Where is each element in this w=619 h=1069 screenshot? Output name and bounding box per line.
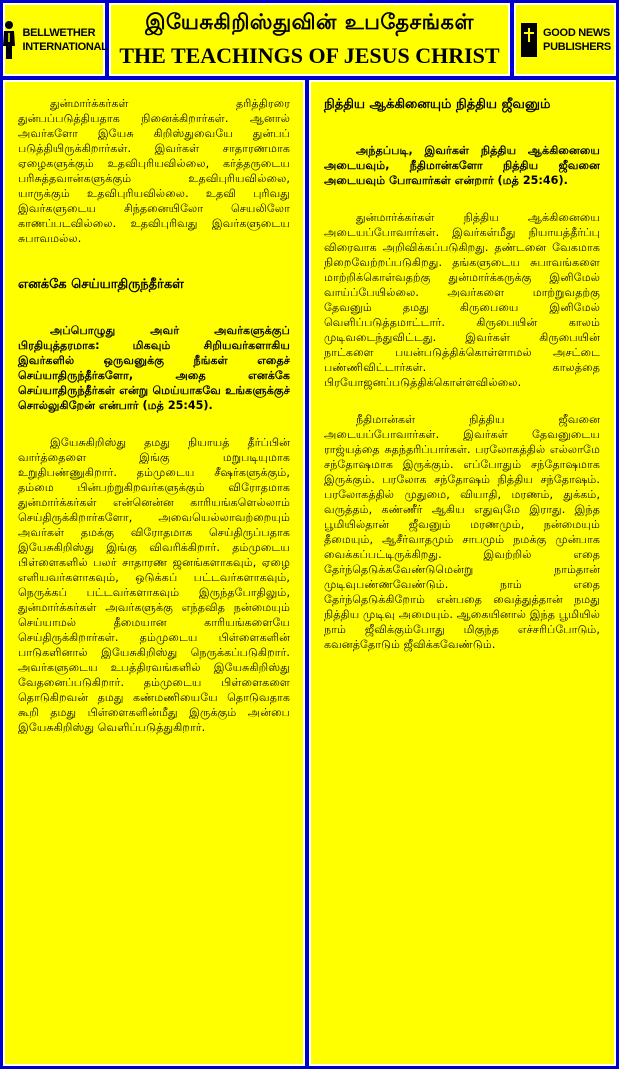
left-logo-line2: INTERNATIONAL [22, 40, 108, 53]
right-paragraph-1: துன்மார்க்கர்கள் நித்திய ஆக்கினையை அடையப்போவார்கள். இவர்கள்மீது நியாயத்தீர்ப்பு விரைவாக அறிவிக்கப்படுகிறது. தண்டனை வேகமாக நிறைவேற்றப்படுகிறது. தங்களுடைய சுபாவங்களை மாற்றிக்கொள்வதற்கு துன்மார்க்கருக்கு இனிமேல் வாய்ப்பேயில்லை. அவர்களை மாற்றுவதற்கு தேவனும் தமது கிருபையை இனிமேல் வெளிப்படுத்தமாட்டார். கிருபையின் காலம் முடிவடைந்துவிட்டது. இவர்கள் கிருபையின் நாட்களை பயன்படுத்திக்கொள்ளாமல் அசட்டை பண்ணிவிட்டார்கள். காலத்தை பிரயோஜனப்படுத்திக்கொள்ளவில்லை. [324, 211, 600, 389]
left-logo-line1: BELLWETHER [22, 26, 96, 39]
left-column [3, 80, 305, 1066]
left-section-heading: எனக்கே செய்யாதிருந்தீர்கள் [18, 277, 184, 292]
page-title-english: THE TEACHINGS OF JESUS CHRIST [119, 43, 500, 68]
left-verse: அப்பொழுது அவர் அவர்களுக்குப் பிரதியுத்தரமாக: மிகவும் சிறியவர்களாகிய இவர்களில் ஒருவனுக்கு நீங்கள் எதைச் செய்யாதிருந்தீர்களோ, அதை எனக்கே செய்யாதிருந்தீர்கள் என்று மெய்யாகவே உங்களுக்குச் சொல்லுகிறேன் என்பார் (மத் 25:45). [18, 324, 290, 412]
bellwether-logo [3, 3, 108, 76]
right-column [309, 80, 616, 1066]
left-paragraph-1: துன்மார்க்கர்கள் தரித்திரரை துன்பப்படுத்தியதாக நினைக்கிறார்கள். ஆனால் அவர்களோ இயேசு கிறிஸ்துவையே துன்பப் படுத்தியிருக்கிறார்கள். இவர்கள் சாதாரணமாக ஏழைகளுக்கும் உதவிபுரியவில்லை, கர்த்தருடைய பரிசுத்தவான்களுக்கும் உதவிபுரியவில்லை, யாருக்கும் உதவிபுரியவில்லை. உதவி புரிவது இவர்களுடைய சிந்தனையிலோ செயலிலோ காணப்படவில்லை. உதவிபுரிவது இவர்களுடைய சுபாவமல்ல. [18, 97, 290, 245]
right-section-heading: நித்திய ஆக்கினையும் நித்திய ஜீவனும் [324, 97, 551, 112]
right-logo-line1: GOOD NEWS [543, 26, 611, 39]
page-title-tamil: இயேசுகிறிஸ்துவின் உபதேசங்கள் [145, 10, 474, 34]
right-logo-line2: PUBLISHERS [543, 40, 611, 53]
good-news-logo [514, 3, 616, 76]
left-paragraph-2: இயேசுகிறிஸ்து தமது நியாயத் தீர்ப்பின் வார்த்தைளை இங்கு மறுபடியுமாக உறுதிபண்ணுகிறார். தம்முடைய சீஷர்களுக்கும், தம்மை பின்பற்றுகிறவர்களுக்கும் விரோதமாக துன்மார்க்கர்கள் என்னென்ன காரியங்களெல்லாம் செய்திருக்கிறார்களோ, அவையெல்லாவற்றையும் அவர்கள் தமக்கு விரோதமாக செய்திருப்பதாக இயேசுகிறிஸ்து இங்கு விவரிக்கிறார். தம்முடைய பிள்ளைகளில் பலர் சாதாரண ஜனங்களாகவும், ஏழை எளியவர்களாகவும், ஒடுக்கப் பட்டவர்களாகவும், நெருக்கப் பட்டவர்களாகவும் இருந்தபோதிலும், துன்மார்க்கர்கள் அவர்களுக்கு எந்தவித நன்மையும் செய்யாமல் தீமையான காரியங்களையே செய்திருக்கிறார்கள். தம்முடைய பிள்ளைகளின் பாடுகளினால் இயேசுகிறிஸ்து நெருக்கப்படுகிறார். அவர்களுடைய உபத்திரவங்களில் இயேசுகிறிஸ்து வேதனைப்படுகிறார். தம்முடைய பிள்ளைகளை தொடுகிறவன் தமது கண்மணியையே தொடுவதாக கூறி தமது பிள்ளைகளின்மீது இருக்கும் அன்பை இயேசுகிறிஸ்து வெளிப்படுத்துகிறார். [18, 436, 290, 734]
right-paragraph-2: நீதிமான்கள் நித்திய ஜீவனை அடையப்போவார்கள். இவர்கள் தேவனுடைய ராஜ்யத்தை சுதந்தரிப்பார்கள். பரலோகத்தில் எல்லாமே சந்தோஷமாக இருக்கும். எப்போதும் சந்தோஷமாக இருக்கும். பரலோக சந்தோஷம் நித்திய சந்தோஷம். பரலோகத்தில் முதுமை, வியாதி, மரணம், துக்கம், வருத்தம், கண்ணீர் ஆகிய எதுவுமே இராது. இந்த பூமியில்தான் ஜீவனும் மரணமும், நன்மையும் தீமையும், ஆசீர்வாதமும் சாபமும் நமக்கு முன்பாக வைக்கப்பட்டிருக்கிறது. இவற்றில் எதை தேர்ந்தெடுக்கவேண்டுமென்று நாம்தான் முடிவுபண்ணவேண்டும். நாம் எதை தேர்ந்தெடுக்கிறோம் என்பதை வைத்துத்தான் நமது நித்திய முடிவு அமையும். ஆகையினால் இந்த பூமியில் நாம் ஜீவிக்கும்போது மிகுந்த எச்சரிப்போடும், கவனத்தோடும் ஜீவிக்கவேண்டும். [324, 413, 600, 651]
praying-figure-icon [0, 20, 18, 60]
bible-book-icon [519, 21, 539, 59]
title-banner [109, 3, 510, 76]
right-verse: அந்தப்படி, இவர்கள் நித்திய ஆக்கினையை அடையவும், நீதிமான்களோ நித்திய ஜீவனை அடையவும் போவார்கள் என்றார் (மத் 25:46). [324, 144, 600, 187]
